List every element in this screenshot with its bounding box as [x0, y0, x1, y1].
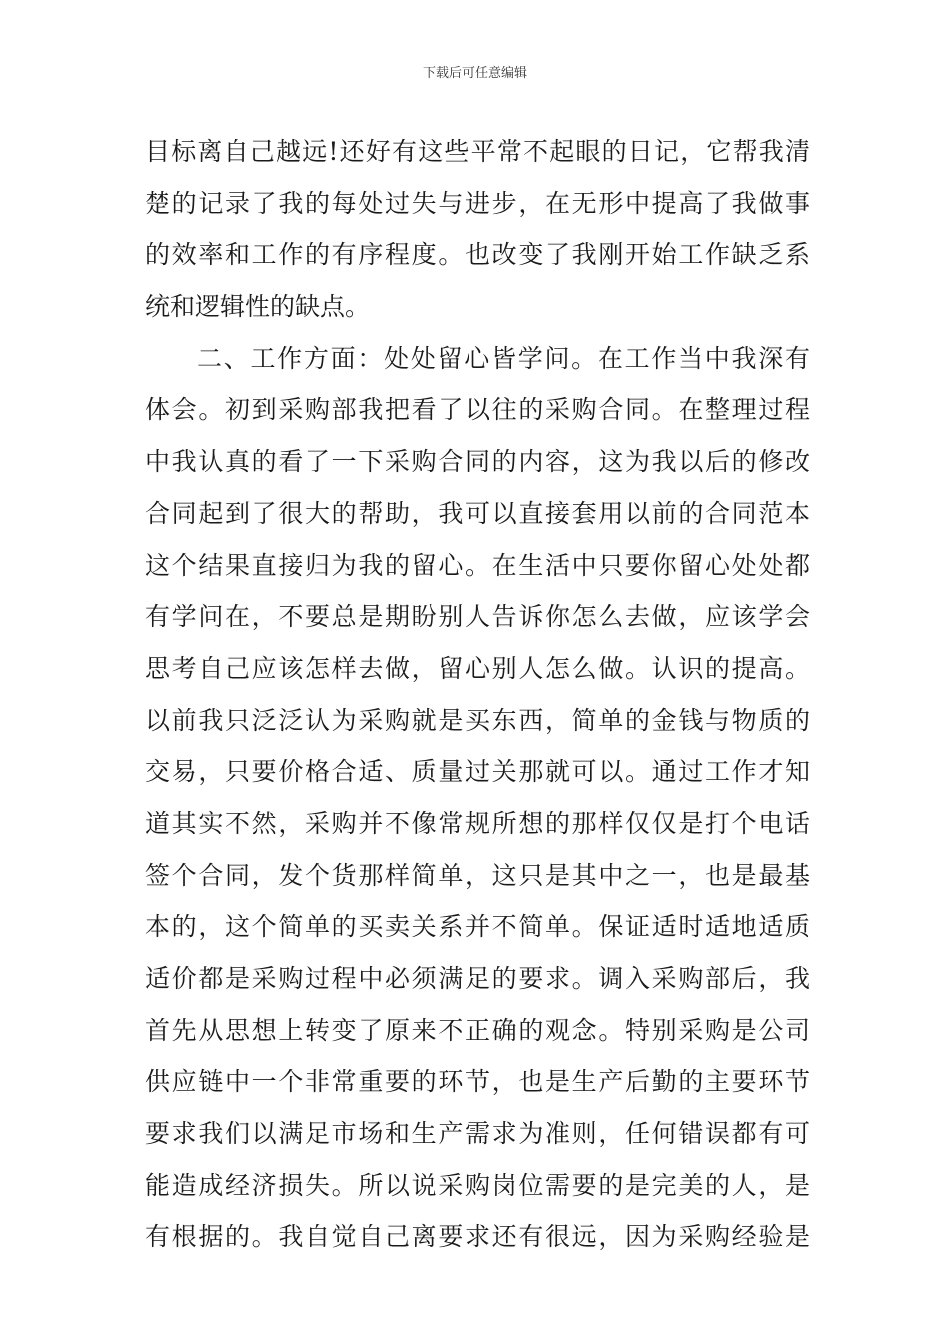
- text-line: 这个结果直接归为我的留心。在生活中只要你留心处处都: [145, 550, 810, 580]
- text-line: 道其实不然，采购并不像常规所想的那样仅仅是打个电话: [145, 808, 810, 838]
- text-line: 的效率和工作的有序程度。也改变了我刚开始工作缺乏系: [145, 240, 810, 270]
- text-line: 能造成经济损失。所以说采购岗位需要的是完美的人，是: [145, 1170, 810, 1200]
- text-line: 楚的记录了我的每处过失与进步，在无形中提高了我做事: [145, 188, 810, 218]
- text-line: 首先从思想上转变了原来不正确的观念。特别采购是公司: [145, 1015, 810, 1045]
- paragraph-first-line: 二、工作方面：处处留心皆学问。在工作当中我深有: [197, 343, 810, 373]
- text-line: 有根据的。我自觉自己离要求还有很远，因为采购经验是: [145, 1222, 810, 1252]
- text-line: 目标离自己越远!还好有这些平常不起眼的日记，它帮我清: [145, 137, 810, 166]
- text-line: 以前我只泛泛认为采购就是买东西，简单的金钱与物质的: [145, 705, 810, 735]
- text-line: 供应链中一个非常重要的环节，也是生产后勤的主要环节: [145, 1067, 810, 1097]
- page-header: 下载后可任意编辑: [422, 66, 527, 81]
- text-line: 中我认真的看了一下采购合同的内容，这为我以后的修改: [145, 447, 810, 477]
- text-line: 统和逻辑性的缺点。: [145, 292, 371, 322]
- text-line: 思考自己应该怎样去做，留心别人怎么做。认识的提高。: [145, 653, 810, 683]
- text-line: 本的，这个简单的买卖关系并不简单。保证适时适地适质: [145, 912, 810, 942]
- body-text: [145, 126, 810, 1263]
- text-line: 交易，只要价格合适、质量过关那就可以。通过工作才知: [145, 757, 810, 787]
- text-line: 适价都是采购过程中必须满足的要求。调入采购部后，我: [145, 964, 810, 993]
- text-line: 体会。初到采购部我把看了以往的采购合同。在整理过程: [145, 395, 810, 425]
- text-line: 合同起到了很大的帮助，我可以直接套用以前的合同范本: [145, 498, 810, 528]
- text-line: 要求我们以满足市场和生产需求为准则，任何错误都有可: [145, 1119, 810, 1149]
- text-line: 有学问在，不要总是期盼别人告诉你怎么去做，应该学会: [145, 602, 810, 632]
- text-line: 签个合同，发个货那样简单，这只是其中之一，也是最基: [145, 860, 810, 890]
